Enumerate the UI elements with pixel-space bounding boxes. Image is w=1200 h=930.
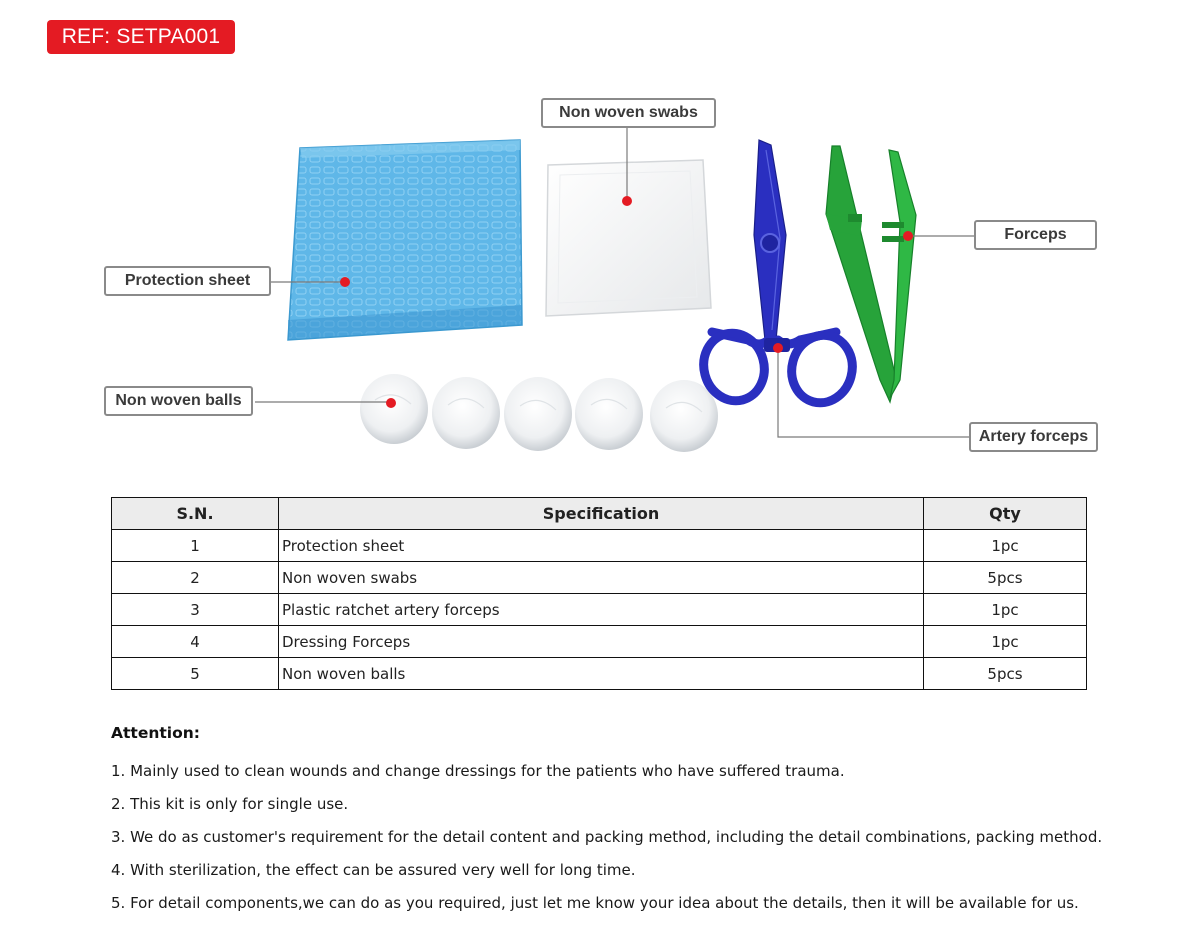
non-woven-balls-image	[360, 374, 718, 452]
table-row	[112, 594, 1087, 626]
callout-non-woven-swabs: Non woven swabs	[541, 98, 716, 128]
callout-protection-sheet: Protection sheet	[104, 266, 271, 296]
header-specification: Specification	[279, 498, 924, 530]
attention-item: 1. Mainly used to clean wounds and change dressings for the patients who have suffered trauma.	[111, 762, 845, 780]
cell-qty: 1pc	[924, 594, 1087, 626]
cell-spec: Protection sheet	[279, 530, 924, 562]
attention-item: 5. For detail components,we can do as you required, just let me know your idea about the details, then it will be available for us.	[111, 894, 1079, 912]
attention-item: 2. This kit is only for single use.	[111, 795, 349, 813]
cell-qty: 1pc	[924, 626, 1087, 658]
table-row	[112, 658, 1087, 690]
callout-forceps: Forceps	[974, 220, 1097, 250]
callout-artery-forceps: Artery forceps	[969, 422, 1098, 452]
attention-item: 3. We do as customer's requirement for the detail content and packing method, including the detail combinations, packing method.	[111, 828, 1103, 846]
table-header-row	[112, 498, 1087, 530]
cell-sn: 3	[112, 594, 279, 626]
table-row	[112, 530, 1087, 562]
cell-qty: 5pcs	[924, 658, 1087, 690]
header-sn: S.N.	[112, 498, 279, 530]
table-row	[112, 562, 1087, 594]
cell-spec: Plastic ratchet artery forceps	[279, 594, 924, 626]
specification-table	[111, 497, 1087, 690]
cell-sn: 2	[112, 562, 279, 594]
cell-sn: 5	[112, 658, 279, 690]
ref-badge: REF: SETPA001	[47, 20, 235, 54]
cell-qty: 5pcs	[924, 562, 1087, 594]
table-row	[112, 626, 1087, 658]
protection-sheet-image	[288, 140, 522, 340]
cell-spec: Dressing Forceps	[279, 626, 924, 658]
cell-qty: 1pc	[924, 530, 1087, 562]
cell-sn: 4	[112, 626, 279, 658]
header-qty: Qty	[924, 498, 1087, 530]
non-woven-swabs-image	[546, 160, 711, 316]
attention-item: 4. With sterilization, the effect can be assured very well for long time.	[111, 861, 636, 879]
dressing-forceps-image	[826, 146, 916, 402]
cell-sn: 1	[112, 530, 279, 562]
cell-spec: Non woven swabs	[279, 562, 924, 594]
attention-title: Attention:	[111, 724, 200, 742]
cell-spec: Non woven balls	[279, 658, 924, 690]
callout-non-woven-balls: Non woven balls	[104, 386, 253, 416]
attention-section	[111, 724, 1111, 920]
